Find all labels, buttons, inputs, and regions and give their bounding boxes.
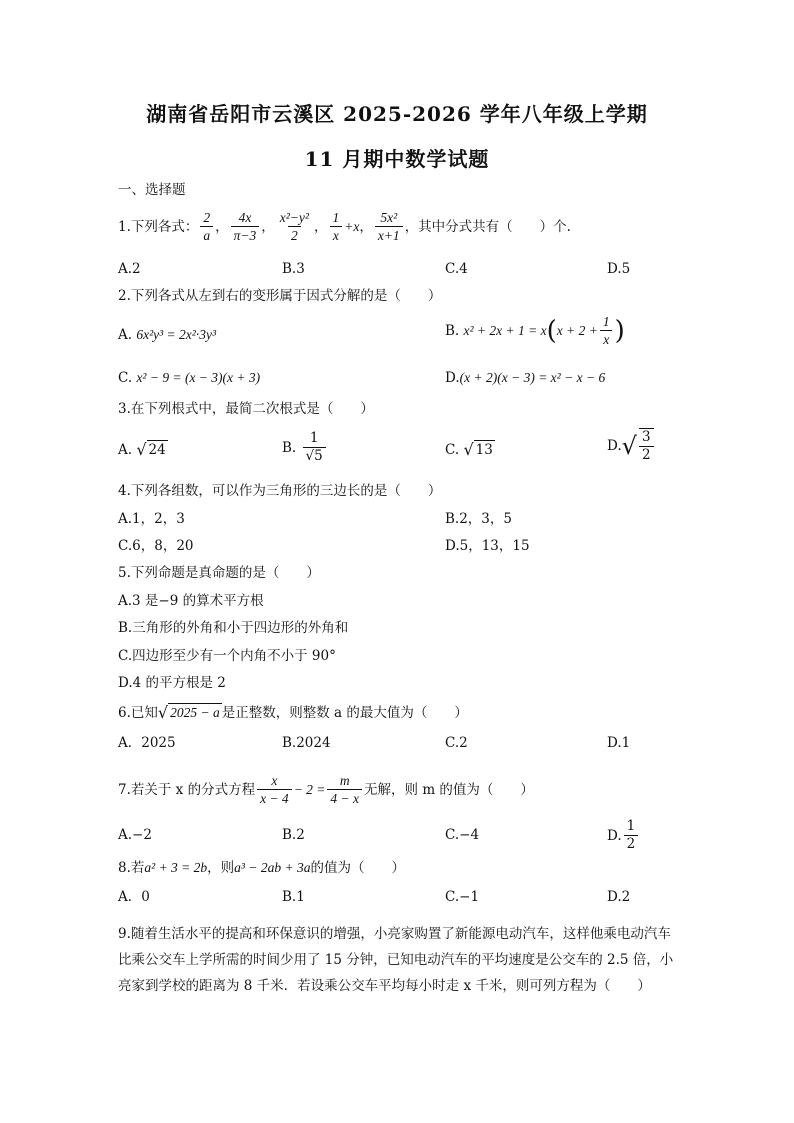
q3-option-c: C. √ 13 xyxy=(445,439,493,459)
q8-option-c: C.−1 xyxy=(445,889,480,905)
q6-option-b: B.2024 xyxy=(282,735,331,751)
expr-1-over-x: $\frac{1}{x}$ xyxy=(329,209,342,244)
q6-option-d: D.1 xyxy=(607,735,631,751)
question-4-stem: 4.下列各组数，可以作为三角形的三边长的是（ ） xyxy=(118,483,442,499)
q3-option-b: B. $\frac{1}{√5}$ xyxy=(282,430,328,465)
expr-4x-over-pi-minus-3: $\frac{4x}{\pi-3}$ xyxy=(231,209,260,244)
q2-option-b: B. x² + 2x + 1 = x ( x + 2 + $\frac{1}{x}$ ) xyxy=(445,314,625,347)
question-9-stem: 9.随着生活水平的提高和环保意识的增强，小亮家购置了新能源电动汽车，这样他乘电动汽车比乘公交车上学所需的时间少用了 15 分钟，已知电动汽车的平均速度是公交车的 2.5 倍，小亮家到学校的距离为 8 千米．若设乘公交车平均每小时走 x 千米，则可列方程为（ ） xyxy=(118,926,674,994)
q7-option-c: C.−4 xyxy=(445,827,480,843)
q2-option-c: C. x² − 9 = (x − 3)(x + 3) xyxy=(118,370,261,386)
q7-option-b: B.2 xyxy=(282,827,305,843)
q4-option-d: D.5，13，15 xyxy=(445,538,530,554)
q1-option-c: C.4 xyxy=(445,261,468,277)
q4-option-b: B.2，3，5 xyxy=(445,511,512,527)
q6-radicand: 2025 − a xyxy=(170,705,220,720)
q1-option-a: A.2 xyxy=(118,261,141,277)
expr-5x2-over-x-plus-1: $\frac{\text{5x²}}{x+1}$ xyxy=(375,209,403,244)
q7-rhs-fraction: $\frac{m}{4 - x}$ xyxy=(327,772,362,807)
q5-option-d: D.4 的平方根是 2 xyxy=(118,675,226,691)
q2-option-a: A. 6x²y³ = 2x²·3y³ xyxy=(118,327,216,343)
section-heading: 一、选择题 xyxy=(118,182,186,198)
title-line-2: 11 月期中数学试题 xyxy=(304,147,490,171)
q5-option-a: A.3 是−9 的算术平方根 xyxy=(118,593,264,609)
title-line-1: 湖南省岳阳市云溪区 2025-2026 学年八年级上学期 xyxy=(146,102,648,126)
q4-option-c: C.6，8，20 xyxy=(118,538,194,554)
question-3-stem: 3.在下列根式中，最简二次根式是（ ） xyxy=(118,401,374,417)
q1-stem-tail: ，其中分式共有（ ）个. xyxy=(404,218,571,235)
q1-option-d: D.5 xyxy=(607,261,631,277)
question-1-stem: 1.下列各式： $\frac{2}{a}$ ， $\frac{4x}{\pi-3}$ ， $\frac{\text{x²−y²}}{2}$ ， $\frac{1}{x}$ +x ， $\frac{\text{5x²}}{x+1}$ ，其中分式共有（ ）个. xyxy=(118,210,571,243)
q2-option-d: D.(x + 2)(x − 3) = x² − x − 6 xyxy=(445,370,606,386)
question-2-stem: 2.下列各式从左到右的变形属于因式分解的是（ ） xyxy=(118,288,442,304)
expr-x2-minus-y2-over-2: $\frac{\text{x²−y²}}{2}$ xyxy=(279,210,309,243)
q6-option-a: A．2025 xyxy=(118,735,176,751)
q1-option-b: B.3 xyxy=(282,261,305,277)
q8-option-b: B.1 xyxy=(282,889,305,905)
q1-stem-text: 1.下列各式： xyxy=(118,218,199,235)
q7-option-a: A.−2 xyxy=(118,827,152,843)
q8-option-d: D.2 xyxy=(607,889,631,905)
question-5-stem: 5.下列命题是真命题的是（ ） xyxy=(118,565,320,581)
question-7-stem: 7.若关于 x 的分式方程 $\frac{x}{x - 4}$ − 2 = $\frac{m}{4 - x}$ 无解，则 m 的值为（ ） xyxy=(118,773,534,806)
expr-2-over-a: $\frac{2}{a}$ xyxy=(200,209,213,244)
q5-option-c: C.四边形至少有一个内角不小于 90° xyxy=(118,648,336,664)
q6-option-c: C.2 xyxy=(445,735,468,751)
q3-option-d: D. √ $\frac{3}{2}$ xyxy=(607,428,656,464)
q8-option-a: A．0 xyxy=(118,889,150,905)
q7-option-d: D. $\frac{1}{2}$ xyxy=(607,818,640,853)
q5-option-b: B.三角形的外角和小于四边形的外角和 xyxy=(118,620,349,636)
q4-option-a: A.1，2，3 xyxy=(118,511,185,527)
question-8-stem: 8.若a² + 3 = 2b，则a³ − 2ab + 3a的值为（ ） xyxy=(118,860,405,876)
question-6-stem: 6.已知 √ 2025 − a 是正整数，则整数 a 的最大值为（ ） xyxy=(118,702,468,722)
q7-lhs-fraction: $\frac{x}{x - 4}$ xyxy=(257,772,292,807)
q3-option-a: A. √ 24 xyxy=(118,439,166,459)
